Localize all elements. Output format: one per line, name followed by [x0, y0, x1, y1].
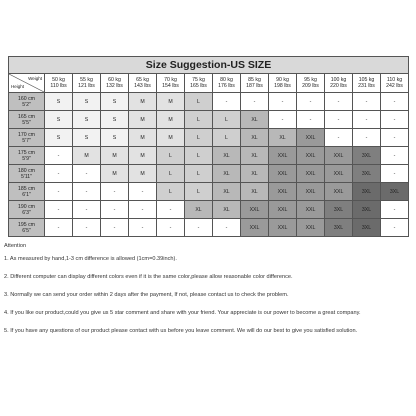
- size-cell: XXL: [325, 165, 353, 183]
- table-row: [9, 93, 409, 111]
- size-cell: XXL: [325, 183, 353, 201]
- note-3: 3. Normally we can send your order within 2 days after the payment, If not, please contact us to check the problem.: [4, 292, 289, 298]
- height-cm: 175 cm: [17, 149, 35, 156]
- height-ft: 6'1": [22, 191, 31, 198]
- size-cell: -: [353, 93, 381, 111]
- height-header-cell: [9, 183, 45, 201]
- weight-lbs: 231 lbs: [358, 83, 375, 89]
- size-cell: -: [45, 219, 73, 237]
- size-cell: -: [101, 201, 129, 219]
- size-cell: S: [101, 111, 129, 129]
- size-cell: M: [129, 129, 157, 147]
- weight-header-cell: [241, 74, 269, 93]
- size-cell: -: [213, 93, 241, 111]
- size-cell: XL: [185, 201, 213, 219]
- size-cell: XXL: [269, 147, 297, 165]
- weight-lbs: 121 lbs: [78, 83, 95, 89]
- weight-lbs: 220 lbs: [330, 83, 347, 89]
- size-cell: -: [73, 165, 101, 183]
- weight-lbs: 165 lbs: [190, 83, 207, 89]
- table-row: [9, 219, 409, 237]
- height-ft: 5'5": [22, 119, 31, 126]
- size-cell: -: [213, 219, 241, 237]
- size-cell: -: [73, 183, 101, 201]
- size-cell: XL: [269, 129, 297, 147]
- table-row: [9, 201, 409, 219]
- weight-axis-label: Weight: [28, 76, 42, 81]
- size-cell: XXL: [297, 183, 325, 201]
- size-cell: -: [381, 111, 409, 129]
- height-cm: 170 cm: [17, 131, 35, 138]
- size-cell: XL: [213, 147, 241, 165]
- size-cell: 3XL: [381, 183, 409, 201]
- size-cell: -: [325, 129, 353, 147]
- size-cell: -: [101, 183, 129, 201]
- size-cell: XXL: [269, 183, 297, 201]
- size-cell: -: [129, 183, 157, 201]
- notes-section: [4, 243, 412, 346]
- size-cell: -: [45, 201, 73, 219]
- height-header-cell: [9, 129, 45, 147]
- size-cell: -: [381, 147, 409, 165]
- size-cell: -: [73, 219, 101, 237]
- size-cell: M: [129, 165, 157, 183]
- size-cell: S: [101, 93, 129, 111]
- size-cell: XXL: [297, 147, 325, 165]
- size-cell: S: [73, 111, 101, 129]
- size-cell: L: [185, 129, 213, 147]
- size-cell: -: [45, 165, 73, 183]
- size-cell: XXL: [297, 201, 325, 219]
- weight-kg: 85 kg: [248, 77, 261, 83]
- weight-header-cell: [353, 74, 381, 93]
- size-cell: XL: [241, 183, 269, 201]
- weight-lbs: 187 lbs: [246, 83, 263, 89]
- height-ft: 5'11": [20, 173, 33, 180]
- size-cell: -: [297, 111, 325, 129]
- weight-kg: 80 kg: [220, 77, 233, 83]
- size-cell: -: [381, 201, 409, 219]
- weight-header-cell: [381, 74, 409, 93]
- height-cm: 180 cm: [17, 167, 35, 174]
- weight-kg: 50 kg: [52, 77, 65, 83]
- size-cell: -: [269, 93, 297, 111]
- height-axis-label: Height: [11, 84, 25, 89]
- attention-heading: Attention: [4, 243, 27, 249]
- corner-cell: [9, 74, 45, 93]
- size-cell: 3XL: [353, 201, 381, 219]
- size-cell: M: [157, 93, 185, 111]
- size-cell: L: [185, 165, 213, 183]
- size-cell: -: [157, 201, 185, 219]
- size-cell: M: [129, 93, 157, 111]
- weight-lbs: 198 lbs: [274, 83, 291, 89]
- size-cell: 3XL: [325, 201, 353, 219]
- table-row: [9, 183, 409, 201]
- height-header-cell: [9, 111, 45, 129]
- size-cell: XL: [213, 165, 241, 183]
- weight-header-row: [9, 74, 409, 93]
- size-cell: XXL: [297, 165, 325, 183]
- size-cell: -: [45, 183, 73, 201]
- size-cell: XL: [213, 201, 241, 219]
- height-cm: 195 cm: [17, 221, 35, 228]
- weight-kg: 90 kg: [276, 77, 289, 83]
- size-cell: -: [297, 93, 325, 111]
- weight-kg: 70 kg: [164, 77, 177, 83]
- size-cell: L: [213, 111, 241, 129]
- weight-kg: 105 kg: [358, 77, 375, 83]
- weight-header-cell: [73, 74, 101, 93]
- size-cell: -: [129, 201, 157, 219]
- weight-kg: 65 kg: [136, 77, 149, 83]
- size-cell: -: [381, 129, 409, 147]
- size-cell: -: [381, 93, 409, 111]
- weight-kg: 100 kg: [330, 77, 347, 83]
- size-cell: M: [157, 129, 185, 147]
- size-cell: -: [101, 219, 129, 237]
- note-4: 4. If you like our product,could you give us 5 star comment and share with your friend. Your appreciate is our power to become a great company.: [4, 310, 361, 316]
- note-5: 5. If you have any questions of our product please contact with us before you leave comment. We will do our best to give you satisfied solution.: [4, 328, 358, 334]
- size-cell: 3XL: [353, 165, 381, 183]
- height-ft: 5'7": [22, 137, 31, 144]
- height-header-cell: [9, 147, 45, 165]
- table-row: [9, 147, 409, 165]
- size-cell: -: [45, 147, 73, 165]
- weight-kg: 55 kg: [80, 77, 93, 83]
- size-cell: -: [157, 219, 185, 237]
- table-row: [9, 111, 409, 129]
- size-cell: S: [73, 93, 101, 111]
- weight-header-cell: [45, 74, 73, 93]
- weight-header-cell: [269, 74, 297, 93]
- table-title: Size Suggestion-US SIZE: [9, 57, 409, 74]
- size-cell: L: [213, 129, 241, 147]
- note-1: 1. As measured by hand,1-3 cm difference is allowed (1cm=0.39inch).: [4, 256, 177, 262]
- height-header-cell: [9, 165, 45, 183]
- size-cell: XL: [241, 147, 269, 165]
- size-cell: -: [269, 111, 297, 129]
- table-row: [9, 129, 409, 147]
- height-header-cell: [9, 201, 45, 219]
- size-cell: M: [73, 147, 101, 165]
- size-cell: -: [185, 219, 213, 237]
- height-ft: 6'5": [22, 227, 31, 234]
- size-cell: -: [353, 129, 381, 147]
- size-cell: XL: [241, 129, 269, 147]
- height-header-cell: [9, 93, 45, 111]
- height-cm: 165 cm: [17, 113, 35, 120]
- size-cell: -: [325, 93, 353, 111]
- size-cell: XXL: [297, 219, 325, 237]
- size-cell: -: [381, 219, 409, 237]
- weight-header-cell: [325, 74, 353, 93]
- size-cell: M: [101, 165, 129, 183]
- size-cell: -: [73, 201, 101, 219]
- size-cell: S: [101, 129, 129, 147]
- weight-lbs: 176 lbs: [218, 83, 235, 89]
- size-cell: XXL: [241, 219, 269, 237]
- size-cell: M: [129, 111, 157, 129]
- weight-kg: 60 kg: [108, 77, 121, 83]
- weight-kg: 75 kg: [192, 77, 205, 83]
- weight-header-cell: [157, 74, 185, 93]
- weight-lbs: 242 lbs: [386, 83, 403, 89]
- weight-kg: 110 kg: [386, 77, 403, 83]
- size-cell: M: [129, 147, 157, 165]
- size-cell: XXL: [241, 201, 269, 219]
- size-cell: S: [73, 129, 101, 147]
- size-cell: S: [45, 129, 73, 147]
- height-header-cell: [9, 219, 45, 237]
- size-cell: L: [157, 165, 185, 183]
- weight-header-cell: [101, 74, 129, 93]
- size-cell: S: [45, 111, 73, 129]
- weight-kg: 95 kg: [304, 77, 317, 83]
- height-cm: 185 cm: [17, 185, 35, 192]
- weight-header-cell: [297, 74, 325, 93]
- size-cell: XXL: [269, 201, 297, 219]
- size-cell: XL: [241, 111, 269, 129]
- weight-lbs: 132 lbs: [106, 83, 123, 89]
- size-cell: L: [157, 147, 185, 165]
- height-cm: 160 cm: [17, 95, 35, 102]
- size-cell: -: [353, 111, 381, 129]
- size-cell: -: [325, 111, 353, 129]
- height-ft: 6'3": [22, 209, 31, 216]
- size-cell: -: [241, 93, 269, 111]
- size-cell: -: [381, 165, 409, 183]
- size-cell: 3XL: [353, 219, 381, 237]
- size-cell: L: [185, 183, 213, 201]
- size-cell: 3XL: [353, 183, 381, 201]
- weight-header-cell: [129, 74, 157, 93]
- weight-header-cell: [185, 74, 213, 93]
- size-cell: XXL: [269, 165, 297, 183]
- size-cell: XXL: [269, 219, 297, 237]
- size-cell: L: [157, 183, 185, 201]
- height-ft: 5'2": [22, 101, 31, 108]
- weight-lbs: 209 lbs: [302, 83, 319, 89]
- table-row: [9, 165, 409, 183]
- size-cell: -: [129, 219, 157, 237]
- size-cell: XL: [213, 183, 241, 201]
- height-ft: 5'9": [22, 155, 31, 162]
- size-cell: XL: [241, 165, 269, 183]
- weight-lbs: 110 lbs: [50, 83, 67, 89]
- weight-lbs: 154 lbs: [162, 83, 179, 89]
- size-cell: L: [185, 147, 213, 165]
- size-cell: S: [45, 93, 73, 111]
- size-cell: 3XL: [353, 147, 381, 165]
- height-cm: 190 cm: [17, 203, 35, 210]
- size-cell: 3XL: [325, 219, 353, 237]
- size-cell: M: [157, 111, 185, 129]
- note-2: 2. Different computer can display different colors even if it is the same color,please allow reasonable color difference.: [4, 274, 293, 280]
- size-table: [8, 56, 409, 237]
- size-cell: XXL: [297, 129, 325, 147]
- weight-header-cell: [213, 74, 241, 93]
- size-cell: M: [101, 147, 129, 165]
- weight-lbs: 143 lbs: [134, 83, 151, 89]
- size-cell: L: [185, 111, 213, 129]
- size-cell: XXL: [325, 147, 353, 165]
- size-cell: L: [185, 93, 213, 111]
